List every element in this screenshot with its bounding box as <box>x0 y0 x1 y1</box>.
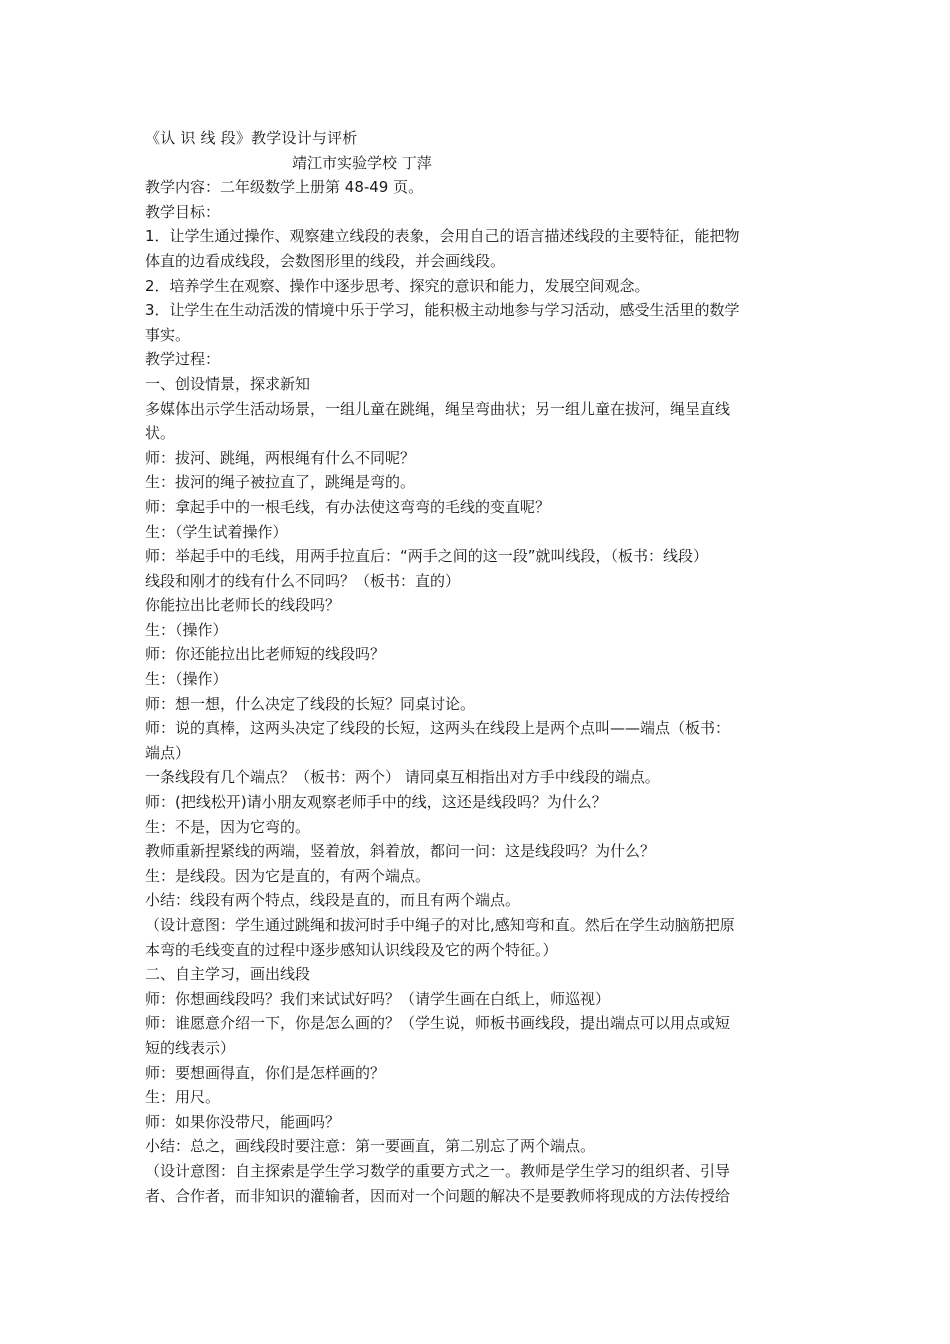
body-line: 1．让学生通过操作、观察建立线段的表象，会用自己的语言描述线段的主要特征，能把物 <box>145 227 740 246</box>
body-line: 生：用尺。 <box>145 1088 221 1107</box>
body-line: 教学过程： <box>145 350 221 369</box>
body-line: 3．让学生在生动活泼的情境中乐于学习，能积极主动地参与学习活动，感受生活里的数学 <box>145 301 740 320</box>
body-line: 师：如果你没带尺，能画吗？ <box>145 1112 341 1131</box>
body-line: 师：谁愿意介绍一下，你是怎么画的？（学生说，师板书画线段，提出端点可以用点或短 <box>145 1014 731 1033</box>
body-line: 生：（操作） <box>145 670 228 689</box>
document-body <box>145 175 810 1208</box>
body-line: 一、创设情景，探求新知 <box>145 374 311 393</box>
body-line: 者、合作者，而非知识的灌输者，因而对一个问题的解决不是要教师将现成的方法传授给 <box>145 1186 731 1205</box>
body-line: 教学内容：二年级数学上册第 48-49 页。 <box>145 178 424 197</box>
body-line: 短的线表示） <box>145 1038 236 1057</box>
body-line: 本弯的毛线变直的过程中逐步感知认识线段及它的两个特征。） <box>145 940 558 959</box>
body-line: 状。 <box>145 424 176 443</box>
body-line: 师：你想画线段吗？我们来试试好吗？（请学生画在白纸上，师巡视） <box>145 989 611 1008</box>
body-line: 师：拿起手中的一根毛线，有办法使这弯弯的毛线的变直呢？ <box>145 497 551 516</box>
body-line: 你能拉出比老师长的线段吗？ <box>145 596 341 615</box>
body-line: 师：要想画得直，你们是怎样画的？ <box>145 1063 386 1082</box>
body-line: 师：举起手中的毛线，用两手拉直后：“两手之间的这一段”就叫线段，（板书：线段） <box>145 547 709 566</box>
body-line: 教学目标： <box>145 202 221 221</box>
body-line: 一条线段有几个端点？（板书：两个） 请同桌互相指出对方手中线段的端点。 <box>145 768 660 787</box>
body-line: 2．培养学生在观察、操作中逐步思考、探究的意识和能力，发展空间观念。 <box>145 276 650 295</box>
body-line: 生：不是，因为它弯的。 <box>145 817 311 836</box>
body-line: 端点） <box>145 743 191 762</box>
body-line: 师：你还能拉出比老师短的线段吗？ <box>145 645 386 664</box>
body-line: 生：是线段。因为它是直的，有两个端点。 <box>145 866 431 885</box>
body-line: 二、自主学习，画出线段 <box>145 965 311 984</box>
author-line: 靖江市实验学校 丁萍 <box>292 153 432 172</box>
document-page <box>145 126 810 1208</box>
body-line: 生：（学生试着操作） <box>145 522 288 541</box>
body-line: 师：想一想，什么决定了线段的长短？同桌讨论。 <box>145 694 476 713</box>
body-line: 事实。 <box>145 325 191 344</box>
body-line: 生：（操作） <box>145 620 228 639</box>
body-line: 师：说的真棒，这两头决定了线段的长短，这两头在线段上是两个点叫——端点（板书： <box>145 719 731 738</box>
body-line: 多媒体出示学生活动场景，一组儿童在跳绳，绳呈弯曲状；另一组儿童在拔河，绳呈直线 <box>145 399 731 418</box>
body-line: 小结：总之，画线段时要注意：第一要画直，第二别忘了两个端点。 <box>145 1137 596 1156</box>
body-line: 师：拔河、跳绳，两根绳有什么不同呢？ <box>145 448 416 467</box>
body-line: 小结：线段有两个特点，线段是直的，而且有两个端点。 <box>145 891 521 910</box>
body-line: （设计意图：学生通过跳绳和拔河时手中绳子的对比,感知弯和直。然后在学生动脑筋把原 <box>145 916 735 934</box>
body-line: 体直的边看成线段，会数图形里的线段，并会画线段。 <box>145 251 506 270</box>
body-line: （设计意图：自主探索是学生学习数学的重要方式之一。教师是学生学习的组织者、引导 <box>145 1161 731 1180</box>
body-line: 生：拔河的绳子被拉直了，跳绳是弯的。 <box>145 473 416 492</box>
document-title: 《认 识 线 段》教学设计与评析 <box>145 129 358 147</box>
body-line: 教师重新捏紧线的两端，竖着放，斜着放，都问一问：这是线段吗？为什么？ <box>145 842 656 861</box>
body-line: 师：(把线松开)请小朋友观察老师手中的线，这还是线段吗？为什么？ <box>145 793 607 812</box>
body-line: 线段和刚才的线有什么不同吗？（板书：直的） <box>145 571 461 590</box>
